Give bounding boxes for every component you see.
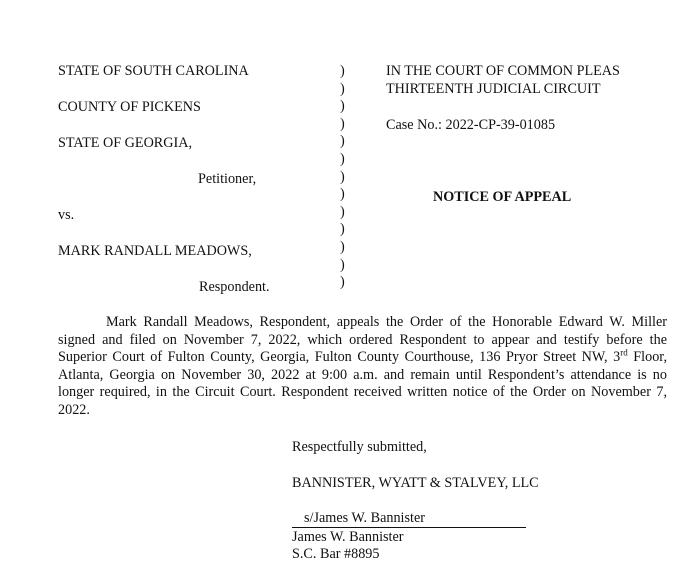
paren: )	[340, 150, 345, 167]
paren: )	[340, 80, 345, 97]
law-firm-name: BANNISTER, WYATT & STALVEY, LLC	[292, 475, 539, 491]
paren: )	[340, 274, 345, 291]
body-text-part1: Mark Randall Meadows, Respondent, appeals the Order of the Honorable Edward W. Miller signed and filed on November 7, 2022, which ordered Respondent to appear and testify before the Superior Court of Fulton County, Georgia, Fulton County Courthouse, 136 Pryor Street NW, 3	[58, 314, 667, 366]
electronic-signature: s/James W. Bannister	[304, 510, 425, 526]
paren: )	[340, 238, 345, 255]
paren: )	[340, 115, 345, 132]
court-name-line1: IN THE COURT OF COMMON PLEAS	[386, 63, 620, 79]
paren: )	[340, 133, 345, 150]
closing-phrase: Respectfully submitted,	[292, 439, 427, 455]
paren: )	[340, 98, 345, 115]
document-title: NOTICE OF APPEAL	[433, 189, 572, 205]
paren: )	[340, 63, 345, 79]
paren: )	[340, 221, 345, 238]
state-label: STATE OF SOUTH CAROLINA	[58, 63, 249, 79]
paren: )	[340, 186, 345, 203]
caption-parenthesis-column	[340, 63, 350, 292]
paren: )	[340, 168, 345, 185]
court-name-line2: THIRTEENTH JUDICIAL CIRCUIT	[386, 81, 601, 97]
attorney-name: James W. Bannister	[292, 529, 404, 545]
paren: )	[340, 256, 345, 273]
versus-label: vs.	[58, 207, 75, 223]
body-paragraph	[58, 314, 667, 420]
petitioner-name: STATE OF GEORGIA,	[58, 135, 193, 151]
county-label: COUNTY OF PICKENS	[58, 99, 201, 115]
body-text-part2: Floor, Atlanta, Georgia on November 30, 2022 at 9:00 a.m. and remain until Respondent’s attendance is no longer required, in the Circuit Court. Respondent received written notice of the Order on November 7, 2022.	[58, 349, 667, 418]
petitioner-role: Petitioner,	[198, 171, 257, 187]
case-number: Case No.: 2022-CP-39-01085	[386, 117, 556, 133]
paren: )	[340, 203, 345, 220]
bar-number: S.C. Bar #8895	[292, 546, 380, 562]
ordinal-superscript: rd	[620, 347, 628, 358]
respondent-name: MARK RANDALL MEADOWS,	[58, 243, 252, 259]
respondent-role: Respondent.	[199, 279, 270, 295]
